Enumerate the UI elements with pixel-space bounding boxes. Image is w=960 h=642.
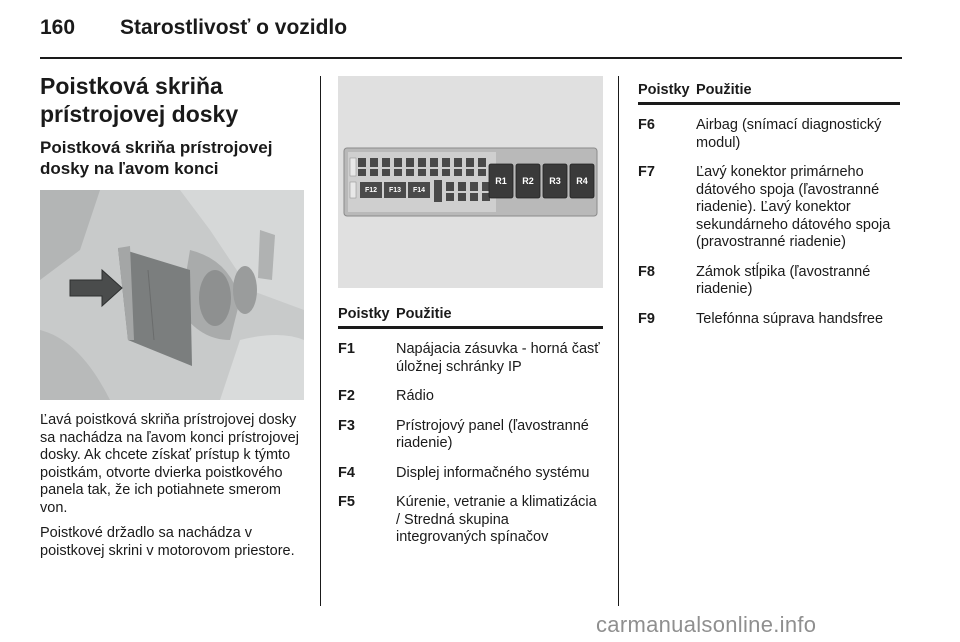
diagram-label-f14: F14 bbox=[412, 187, 426, 194]
fuse-id: F5 bbox=[338, 494, 355, 510]
header-use: Použitie bbox=[396, 306, 452, 322]
paragraph-location: Ľavá poistková skriňa prístrojovej dosky sa nachádza na ľavom konci prístrojovej dosky. Ak chcete získať prístup k týmto poistkám, otvorte dvierka poistkového panela tak, že ich potiahnete smerom von. bbox=[40, 412, 299, 516]
fuse-id: F7 bbox=[638, 164, 655, 180]
middle-column bbox=[338, 76, 603, 547]
fuse-id: F8 bbox=[638, 263, 655, 280]
header-fuse: Poistky bbox=[338, 306, 390, 322]
fuse-table-2 bbox=[638, 82, 900, 328]
diagram-label-r1: R1 bbox=[495, 176, 507, 186]
fuse-id: F2 bbox=[338, 388, 355, 404]
fuse-use: Ľavý konektor primárneho dátového spoja (ľavostranné riadenie). Ľavý konektor sekundárneho dátového spoja (pravostranné riadenie) bbox=[696, 164, 891, 250]
table-row bbox=[638, 311, 900, 329]
fuse-use: Prístrojový panel (ľavostranné riadenie) bbox=[396, 417, 589, 451]
table-header bbox=[338, 306, 603, 329]
table-row bbox=[638, 117, 900, 152]
fuse-use: Displej informačného systému bbox=[396, 464, 590, 481]
table-header bbox=[638, 82, 900, 105]
table-row bbox=[338, 465, 603, 483]
diagram-label-f12: F12 bbox=[364, 187, 378, 194]
fuse-layout-svg bbox=[338, 76, 603, 288]
fuse-id: F3 bbox=[338, 417, 355, 434]
fuse-table-1 bbox=[338, 306, 603, 547]
fuse-id: F1 bbox=[338, 341, 355, 357]
table-row bbox=[338, 388, 603, 406]
section-subheading: Poistková skriňa prístrojovej dosky na ľavom konci bbox=[40, 138, 273, 178]
fuse-use: Rádio bbox=[396, 388, 434, 404]
fuse-use: Airbag (snímací diagnostický modul) bbox=[696, 117, 882, 151]
header-rule bbox=[40, 57, 902, 59]
running-title: Starostlivosť o vozidlo bbox=[120, 16, 348, 39]
header-use: Použitie bbox=[696, 82, 752, 98]
fuse-id: F6 bbox=[638, 117, 655, 133]
table-row bbox=[338, 418, 603, 453]
fuse-id: F9 bbox=[638, 310, 655, 327]
diagram-label-r3: R3 bbox=[549, 176, 561, 186]
watermark: carmanualsonline.info bbox=[596, 612, 817, 637]
fuse-use: Zámok stĺpika (ľavostranné riadenie) bbox=[696, 263, 871, 297]
diagram-label-r2: R2 bbox=[522, 176, 534, 186]
column-divider-1 bbox=[320, 76, 321, 606]
diagram-label-f13: F13 bbox=[388, 187, 402, 194]
table-row bbox=[638, 164, 900, 252]
fuse-id: F4 bbox=[338, 464, 355, 481]
header-fuse: Poistky bbox=[638, 82, 690, 98]
right-column bbox=[638, 82, 900, 328]
fuse-use: Telefónna súprava handsfree bbox=[696, 310, 884, 327]
column-divider-2 bbox=[618, 76, 619, 606]
paragraph-fuse-puller: Poistkové držadlo sa nachádza v poistkovej skrini v motorovom priestore. bbox=[40, 525, 295, 559]
table-row bbox=[638, 264, 900, 299]
diagram-label-r4: R4 bbox=[576, 176, 588, 186]
section-heading: Poistková skriňa prístrojovej dosky bbox=[40, 73, 239, 127]
page-header bbox=[40, 16, 902, 52]
fuse-box-location-photo bbox=[40, 190, 304, 400]
table-row bbox=[338, 494, 603, 547]
fuse-use: Kúrenie, vetranie a klimatizácia / Stredná skupina integrovaných spínačov bbox=[396, 494, 597, 545]
page-number: 160 bbox=[40, 16, 76, 39]
left-column bbox=[40, 72, 308, 560]
fuse-layout-diagram bbox=[338, 76, 603, 288]
dashboard-illustration bbox=[40, 190, 304, 400]
table-row bbox=[338, 341, 603, 376]
fuse-use: Napájacia zásuvka - horná časť úložnej schránky IP bbox=[396, 341, 600, 375]
